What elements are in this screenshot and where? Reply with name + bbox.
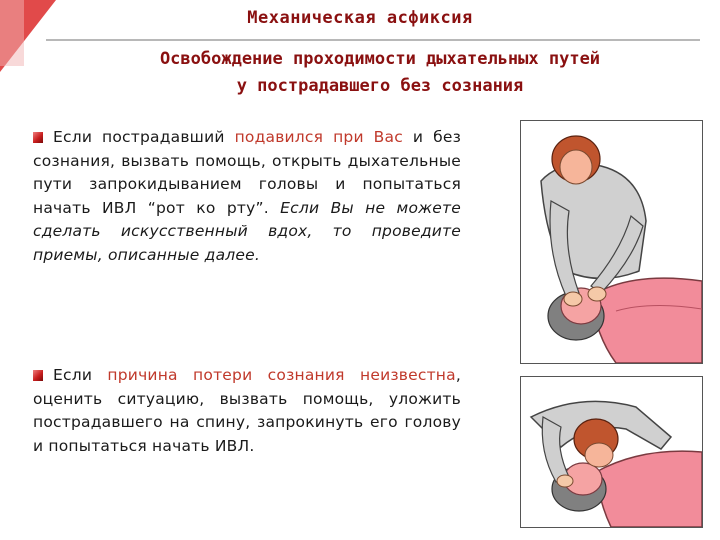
paragraph-unknown-cause: [33, 364, 461, 458]
paragraph-highlight: причина потери сознания неизвестна: [107, 366, 456, 384]
paragraph-italic: Если Вы не можете сделать искусственный вдох, то проведите приемы, описанные далее.: [33, 198, 461, 264]
rescuer-tilting-head-illustration: [520, 120, 703, 364]
subtitle-line-1: Освобождение проходимости дыхательных путей: [159, 49, 601, 69]
slide-subtitle: [70, 46, 690, 100]
illustration-1-svg: [521, 121, 702, 363]
title-divider: [46, 39, 700, 41]
slide-title: Механическая асфиксия: [247, 8, 473, 28]
paragraph-text: , оценить ситуацию, вызвать помощь, уложить пострадавшего на спину, запрокинуть его голову и попытаться начать ИВЛ.: [33, 366, 461, 455]
illustration-2-svg: [521, 377, 702, 527]
subtitle-line-2: у пострадавшего без сознания: [236, 76, 524, 96]
paragraph-text: Если пострадавший: [53, 128, 235, 146]
bullet-square-icon: [33, 370, 43, 381]
bullet-square-icon: [33, 132, 43, 143]
paragraph-choking: [33, 126, 461, 267]
paragraph-text: и без сознания, вызвать помощь, открыть дыхательные пути запрокидыванием головы и попытаться начать ИВЛ “рот ко рту”.: [33, 128, 462, 217]
rescue-breathing-illustration: [520, 376, 703, 528]
paragraph-highlight: подавился при Вас: [234, 128, 403, 146]
paragraph-text: Если: [53, 366, 108, 384]
